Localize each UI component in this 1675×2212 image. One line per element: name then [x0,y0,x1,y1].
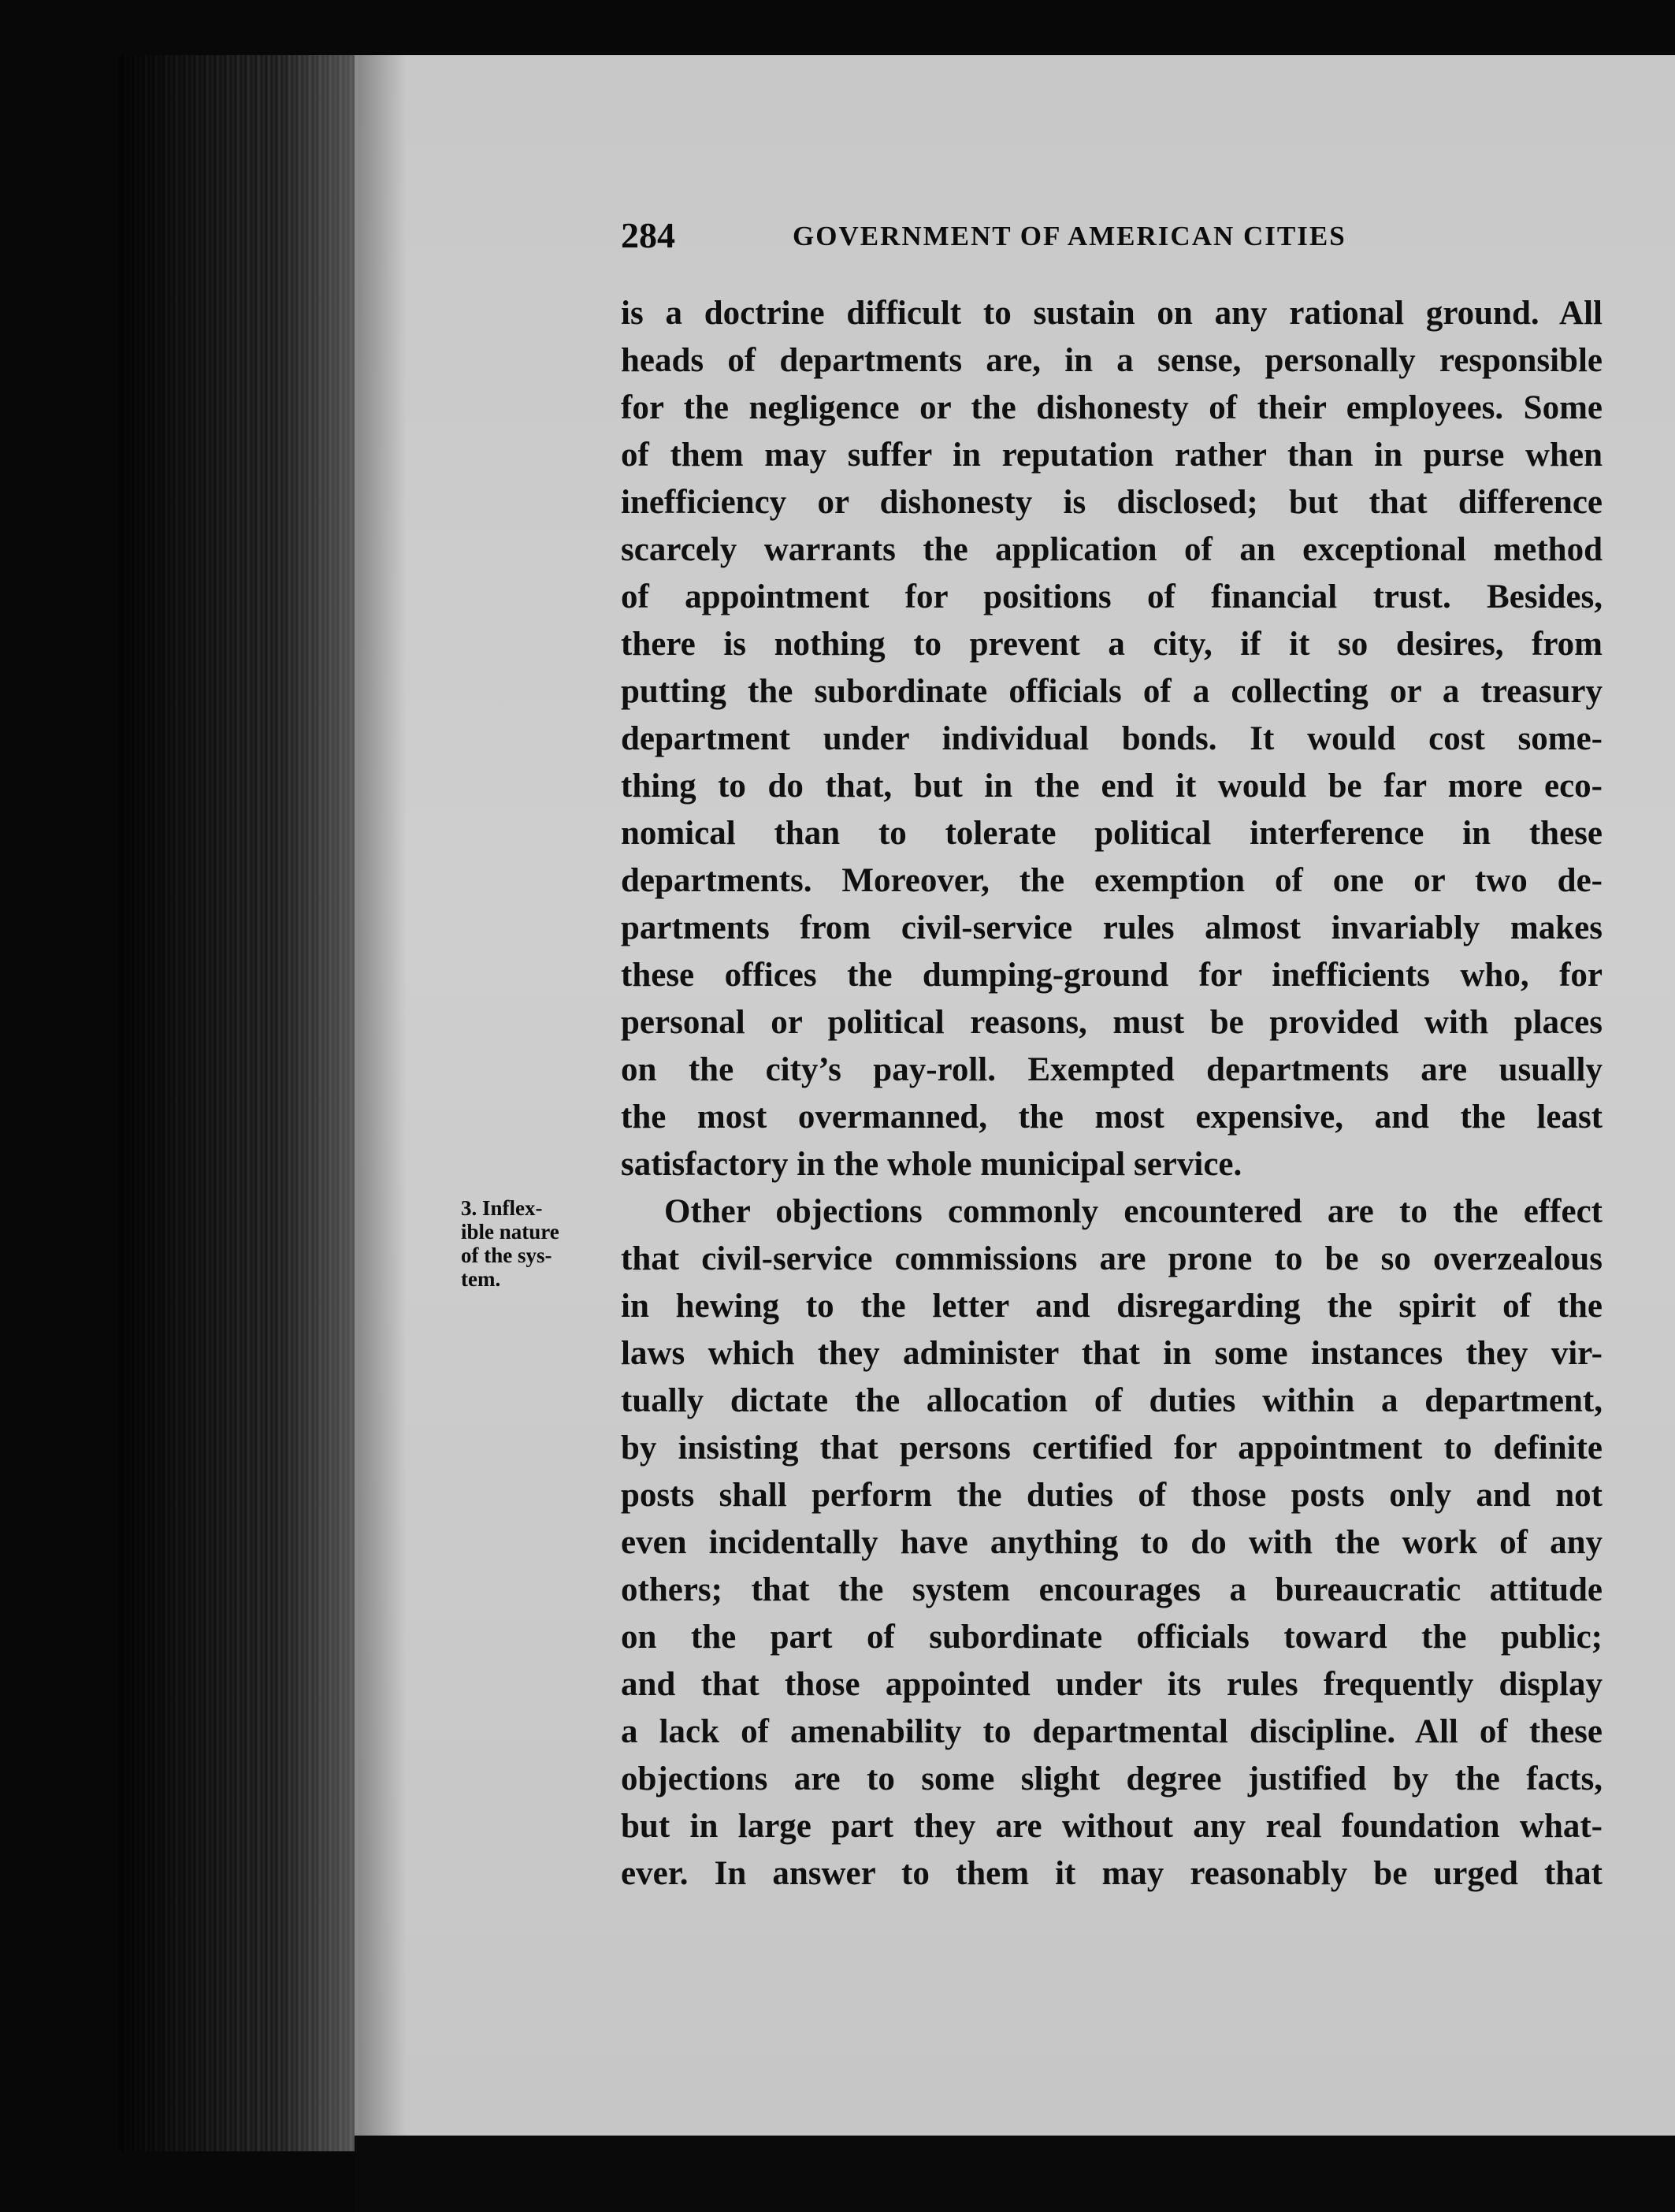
text-line: posts shall perform the duties of those posts only and not [621,1477,1603,1514]
body-text [621,290,1603,1898]
text-line: putting the subordinate officials of a collecting or a treasury [621,673,1603,710]
text-line: objections are to some slight degree justified by the facts, [621,1760,1603,1797]
text-line: of appointment for positions of financial trust. Besides, [621,578,1603,615]
margin-note-line: tem. [461,1267,501,1291]
text-line: department under individual bonds. It would cost some- [621,720,1603,757]
text-line: personal or political reasons, must be provided with places [621,1004,1603,1041]
running-title: GOVERNMENT OF AMERICAN CITIES [793,221,1346,251]
text-line: laws which they administer that in some instances they vir- [621,1335,1603,1372]
page-bottom-shadow [355,2136,1675,2212]
margin-note [461,1196,611,1291]
margin-note-line: of the sys- [461,1244,552,1267]
text-line: and that those appointed under its rules frequently display [621,1666,1603,1703]
text-line: by insisting that persons certified for appointment to definite [621,1429,1603,1467]
text-line: satisfactory in the whole municipal service. [621,1146,1242,1183]
fore-edge-shading [118,55,386,2151]
text-line: for the negligence or the dishonesty of their employees. Some [621,389,1603,426]
text-line: of them may suffer in reputation rather than in purse when [621,437,1603,474]
text-line: but in large part they are without any real foundation what- [621,1808,1603,1845]
text-line: these offices the dumping-ground for inefficients who, for [621,957,1603,994]
page-header [621,214,1424,265]
text-line: inefficiency or dishonesty is disclosed; but that difference [621,484,1603,521]
text-line: scarcely warrants the application of an exceptional method [621,531,1603,568]
text-line: partments from civil-service rules almost invariably makes [621,909,1603,946]
text-line: the most overmanned, the most expensive, and the least [621,1099,1603,1136]
text-line: thing to do that, but in the end it would be far more eco- [621,768,1603,805]
text-line: heads of departments are, in a sense, personally responsible [621,342,1603,379]
text-line: departments. Moreover, the exemption of one or two de- [621,862,1603,899]
text-line: is a doctrine difficult to sustain on any rational ground. All [621,295,1603,332]
text-line: tually dictate the allocation of duties within a department, [621,1382,1603,1419]
text-line: on the part of subordinate officials toward the public; [621,1619,1603,1656]
text-line: even incidentally have anything to do with the work of any [621,1524,1603,1561]
text-line: in hewing to the letter and disregarding the spirit of the [621,1288,1603,1325]
text-line: that civil-service commissions are prone to be so overzealous [621,1240,1603,1277]
margin-note-line: 3. Inflex- [461,1196,543,1220]
text-line: ever. In answer to them it may reasonably be urged that [621,1855,1603,1892]
text-line: there is nothing to prevent a city, if it so desires, from [621,626,1603,663]
text-line: a lack of amenability to departmental discipline. All of these [621,1713,1603,1750]
text-line: others; that the system encourages a bureaucratic attitude [621,1571,1603,1608]
margin-note-line: ible nature [461,1220,559,1244]
text-line: Other objections commonly encountered are to the effect [664,1193,1603,1230]
text-line: on the city’s pay-roll. Exempted departments are usually [621,1051,1603,1088]
page-number: 284 [621,215,675,255]
text-line: nomical than to tolerate political interference in these [621,815,1603,852]
